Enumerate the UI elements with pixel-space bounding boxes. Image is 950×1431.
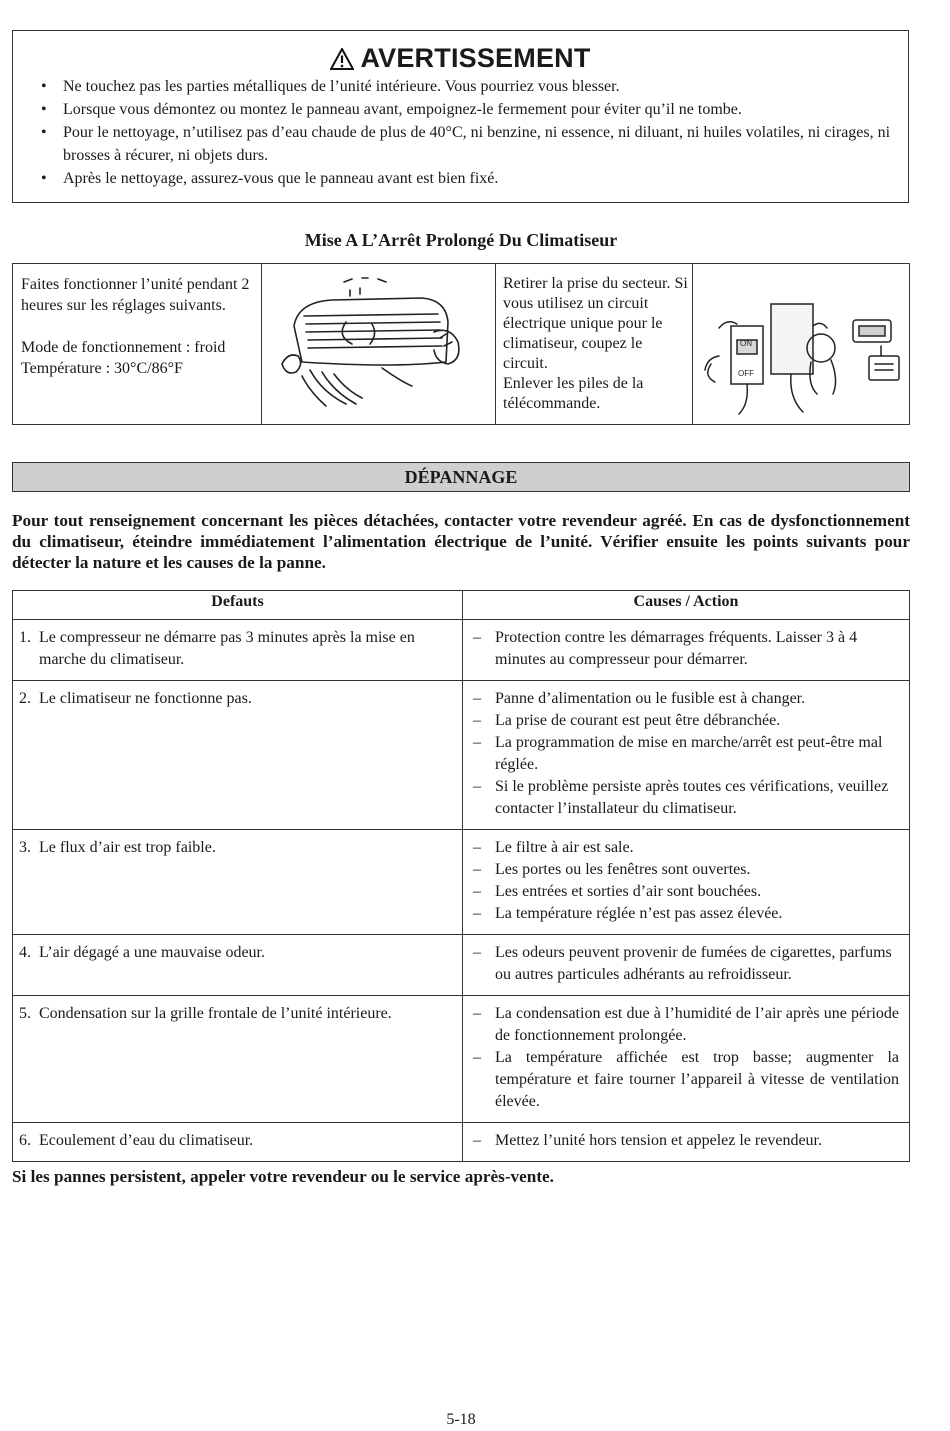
warning-item: • Après le nettoyage, assurez-vous que le panneau avant est bien fixé. [63,167,894,190]
switch-off-label: OFF [738,369,754,378]
causes-cell [463,996,910,1123]
unplug-instruction: Retirer la prise du secteur. Si vous utilisez un circuit électrique unique pour le climatiseur, coupez le circuit. [503,275,688,372]
table-row [13,1123,910,1162]
troubleshooting-title: DÉPANNAGE [12,462,910,492]
causes-cell [463,830,910,935]
unplug-cell [496,264,693,424]
defect-number: 4. [19,944,31,961]
troubleshooting-footer-note: Si les pannes persistent, appeler votre revendeur ou le service après-vente. [12,1167,554,1186]
defect-number: 1. [19,629,31,646]
cause-item: – Panne d’alimentation ou le fusible est à changer. [495,688,899,710]
cause-item: – Les portes ou les fenêtres sont ouvertes. [495,859,899,881]
table-row [13,681,910,830]
warning-list [13,75,908,190]
defect-text: Le climatiseur ne fonctionne pas. [39,690,252,707]
warning-title [13,43,908,73]
cause-item: – La programmation de mise en marche/arrêt est peut-être mal réglée. [495,732,899,776]
switch-on-label: ON [740,339,752,348]
page-number: 5-18 [446,1411,476,1428]
column-header-causes: Causes / Action [463,591,910,620]
warning-item: • Pour le nettoyage, n’utilisez pas d’eau chaude de plus de 40°C, ni benzine, ni essence, ni diluant, ni huiles volatiles, ni cirages, ni brosses à récurer, ni objets durs. [63,121,894,167]
cause-item: – Protection contre les démarrages fréquents. Laisser 3 à 4 minutes au compresseur pour démarrer. [495,627,899,671]
cause-item: – Le filtre à air est sale. [495,837,899,859]
warning-title-text: AVERTISSEMENT [360,43,591,73]
warning-triangle-icon [330,48,354,70]
cause-item: – Les odeurs peuvent provenir de fumées de cigarettes, parfums ou autres particules adhérants au refroidisseur. [495,942,899,986]
defect-cell [13,681,463,830]
causes-cell [463,1123,910,1162]
cause-item: – La condensation est due à l’humidité de l’air après une période de fonctionnement prolongée. [495,1003,899,1047]
causes-cell [463,681,910,830]
defect-cell [13,620,463,681]
defect-text: Le flux d’air est trop faible. [39,839,216,856]
defect-cell [13,1123,463,1162]
troubleshooting-intro: Pour tout renseignement concernant les pièces détachées, contacter votre revendeur agréé. En cas de dysfonctionnement du climatiseur, éteindre immédiatement l’alimentation électrique de l’unité. Vérifier ensuite les points suivants pour détecter la nature et les causes de la panne. [12,511,910,572]
temperature-setting: Température : 30°C/86°F [21,360,183,377]
table-row [13,935,910,996]
warning-box [12,30,909,203]
defect-number: 3. [19,839,31,856]
defect-text: L’air dégagé a une mauvaise odeur. [39,944,265,961]
cause-item: – La température réglée n’est pas assez élevée. [495,903,899,925]
warning-item: • Ne touchez pas les parties métalliques de l’unité intérieure. Vous pourriez vous blesser. [63,75,894,98]
power-illustration-cell [693,264,909,424]
causes-cell [463,620,910,681]
cause-item: – Les entrées et sorties d’air sont bouchées. [495,881,899,903]
defect-text: Condensation sur la grille frontale de l’unité intérieure. [39,1005,392,1022]
prolonged-stop-title: Mise A L’Arrêt Prolongé Du Climatiseur [304,230,618,250]
table-header-row [13,591,910,620]
cause-item: – Si le problème persiste après toutes ces vérifications, veuillez contacter l’installateur du climatiseur. [495,776,899,820]
column-header-defects: Defauts [13,591,463,620]
table-row [13,830,910,935]
defect-text: Ecoulement d’eau du climatiseur. [39,1132,254,1149]
warning-item: • Lorsque vous démontez ou montez le panneau avant, empoignez-le fermement pour éviter qu’il ne tombe. [63,98,894,121]
run-instruction: Faites fonctionner l’unité pendant 2 heures sur les réglages suivants. [21,276,250,314]
mode-setting: Mode de fonctionnement : froid [21,339,226,356]
unplug-illustration [693,264,909,424]
cause-item: – Mettez l’unité hors tension et appelez le revendeur. [495,1130,899,1152]
cause-item: – La température affichée est trop basse; augmenter la température et faire tourner l’appareil à vitesse de ventilation élevée. [495,1047,899,1113]
defect-cell [13,830,463,935]
cause-item: – La prise de courant est peut être débranchée. [495,710,899,732]
defect-cell [13,996,463,1123]
remove-batteries-instruction: Enlever les piles de la télécommande. [503,375,644,412]
defect-text: Le compresseur ne démarre pas 3 minutes après la mise en marche du climatiseur. [39,629,415,668]
indoor-unit-illustration [262,264,494,424]
prolonged-stop-box [12,263,910,425]
defect-number: 5. [19,1005,31,1022]
defect-number: 2. [19,690,31,707]
causes-cell [463,935,910,996]
table-row [13,620,910,681]
table-row [13,996,910,1123]
troubleshooting-table [12,590,910,1162]
run-settings-cell [13,264,262,424]
defect-number: 6. [19,1132,31,1149]
ac-unit-illustration-cell [262,264,496,424]
defect-cell [13,935,463,996]
